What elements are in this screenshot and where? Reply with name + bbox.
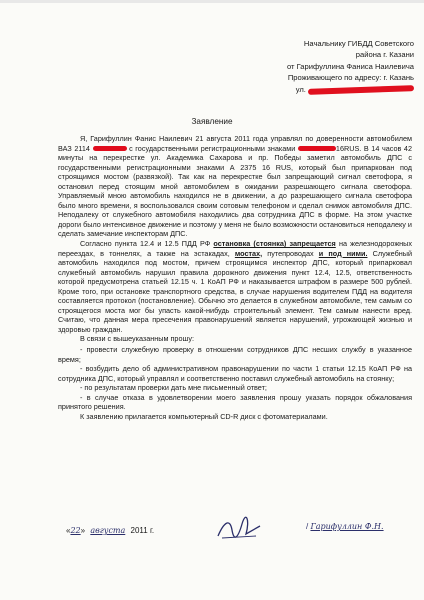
addressee-line-3: от Гарифуллина Фаниса Наилевича [286, 61, 414, 71]
document-body [58, 134, 412, 421]
p2-text-c: на железнодорожных переездах, в тоннелях, а также на эстакадах, [58, 239, 413, 258]
plate-redaction [298, 146, 336, 152]
document-title: Заявление [191, 117, 233, 126]
p2-text-e: путепроводах [267, 248, 314, 258]
signature-scribble-icon [216, 516, 264, 542]
paragraph-1 [58, 134, 412, 239]
addressee-line-2: района г. Казани [355, 50, 414, 60]
p1-start: Я, Гарифуллин Фанис Наилевич 21 августа 2011 года управлял по доверенности автомобилем ВАЗ 2114 [58, 134, 412, 153]
signature-date [66, 526, 154, 535]
date-month: августа [90, 526, 126, 535]
p1-middle: с государственными регистрационными знаками [129, 143, 296, 153]
date-year: 2011 г. [130, 526, 155, 535]
signature-name: / Гарифуллин Ф.Н. [306, 522, 384, 531]
signature-row [66, 520, 406, 544]
address-redaction [308, 85, 414, 95]
p2-text-g: Служебный автомобиль находился под мостом, причем строящимся инспектор ДПС, который припарковал служебный автомобиль нарушил правила дорожного движения пункт 12.4, 12.5, ответственность которой предусмотрена статьей 12.15 ч. 1 КоАП РФ и наказывается штрафом в размере 500 рублей. Кроме того, при остановке транспортного средства, в случае нарушения водителем ПДД на водителя составляется протокол (постановление). Обычно это делается в служебном автомобиле, тем самым со строящегося моста мог бы упасть какой-нибудь строительный элемент. Тем самым нанести вред. Считаю, что данная мера пресечения правонарушений является нарушений, угрожающей жизнью и здоровью граждан. [58, 248, 413, 334]
p2-emphasis-stop: остановка (стоянка) запрещается [213, 239, 336, 249]
addressee-line-5 [274, 84, 414, 95]
request-item: - провести служебную проверку в отношении сотрудников ДПС несших службу в указанное время; [58, 345, 412, 364]
p2-emphasis-under: и под ними. [318, 248, 368, 258]
p2-emphasis-bridges: мостах, [234, 248, 263, 258]
p1-end: 16RUS. В 14 часов 42 минуты на перекрестке ул. Академика Сахарова и пр. Победы заметил автомобиль ДПС с государственными регистрационными знаками А 2375 16 RUS, который был припаркован под строящимся мостом (развязкой). Так как на перекрестке был запрещающий сигнал светофора, я остановил перед стоящим мной автомобилем в ожидании разрешающего сигнала светофора. Управляемый мною автомобиль находился не в движении, а до разрешающего сигнала светофора было много времени, я воспользовался своим сотовым телефоном и сделал снимок автомобиля ДПС. Неподалеку от служебного автомобиля находились два сотрудника ДПС в форме. На этом участке дороги было интенсивное движение и поэтому у меня не было возможности остановиться неподалеку и сделать замечание инспекторам ДПС. [58, 143, 412, 239]
addressee-line-1: Начальнику ГИБДД Советского [303, 39, 414, 48]
paragraph-2 [58, 239, 412, 334]
request-item: - по результатам проверки дать мне письменный ответ; [80, 383, 267, 393]
request-item: - в случае отказа в удовлетворении моего заявления прошу указать порядок обжалования принятого решения. [58, 392, 412, 412]
scan-edge [0, 0, 424, 3]
signature-name-text: Гарифуллин Ф.Н. [310, 522, 384, 531]
date-quote-close: » [80, 526, 86, 535]
attachment-note: К заявлению прилагается компьютерный CD-R диск с фотоматериалами. [80, 411, 328, 421]
car-owner-redaction [93, 146, 127, 152]
street-prefix: ул. [295, 84, 306, 94]
paragraph-3: В связи с вышеуказанным прошу: [80, 334, 194, 344]
addressee-block [274, 38, 414, 95]
request-list [58, 345, 412, 412]
p2-text-a: Согласно пункта 12.4 и 12.5 ПДД РФ [80, 239, 211, 249]
addressee-line-4: Проживающего по адресу: г. Казань [287, 73, 414, 83]
date-day: 22 [70, 526, 81, 535]
request-item: - возбудить дело об административном правонарушении по части 1 статьи 12.15 КоАП РФ на сотрудника ДПС, который управлял и соответственно поставил служебный автомобиль на стоянку; [58, 364, 412, 383]
date-quote-open: « [66, 526, 71, 535]
